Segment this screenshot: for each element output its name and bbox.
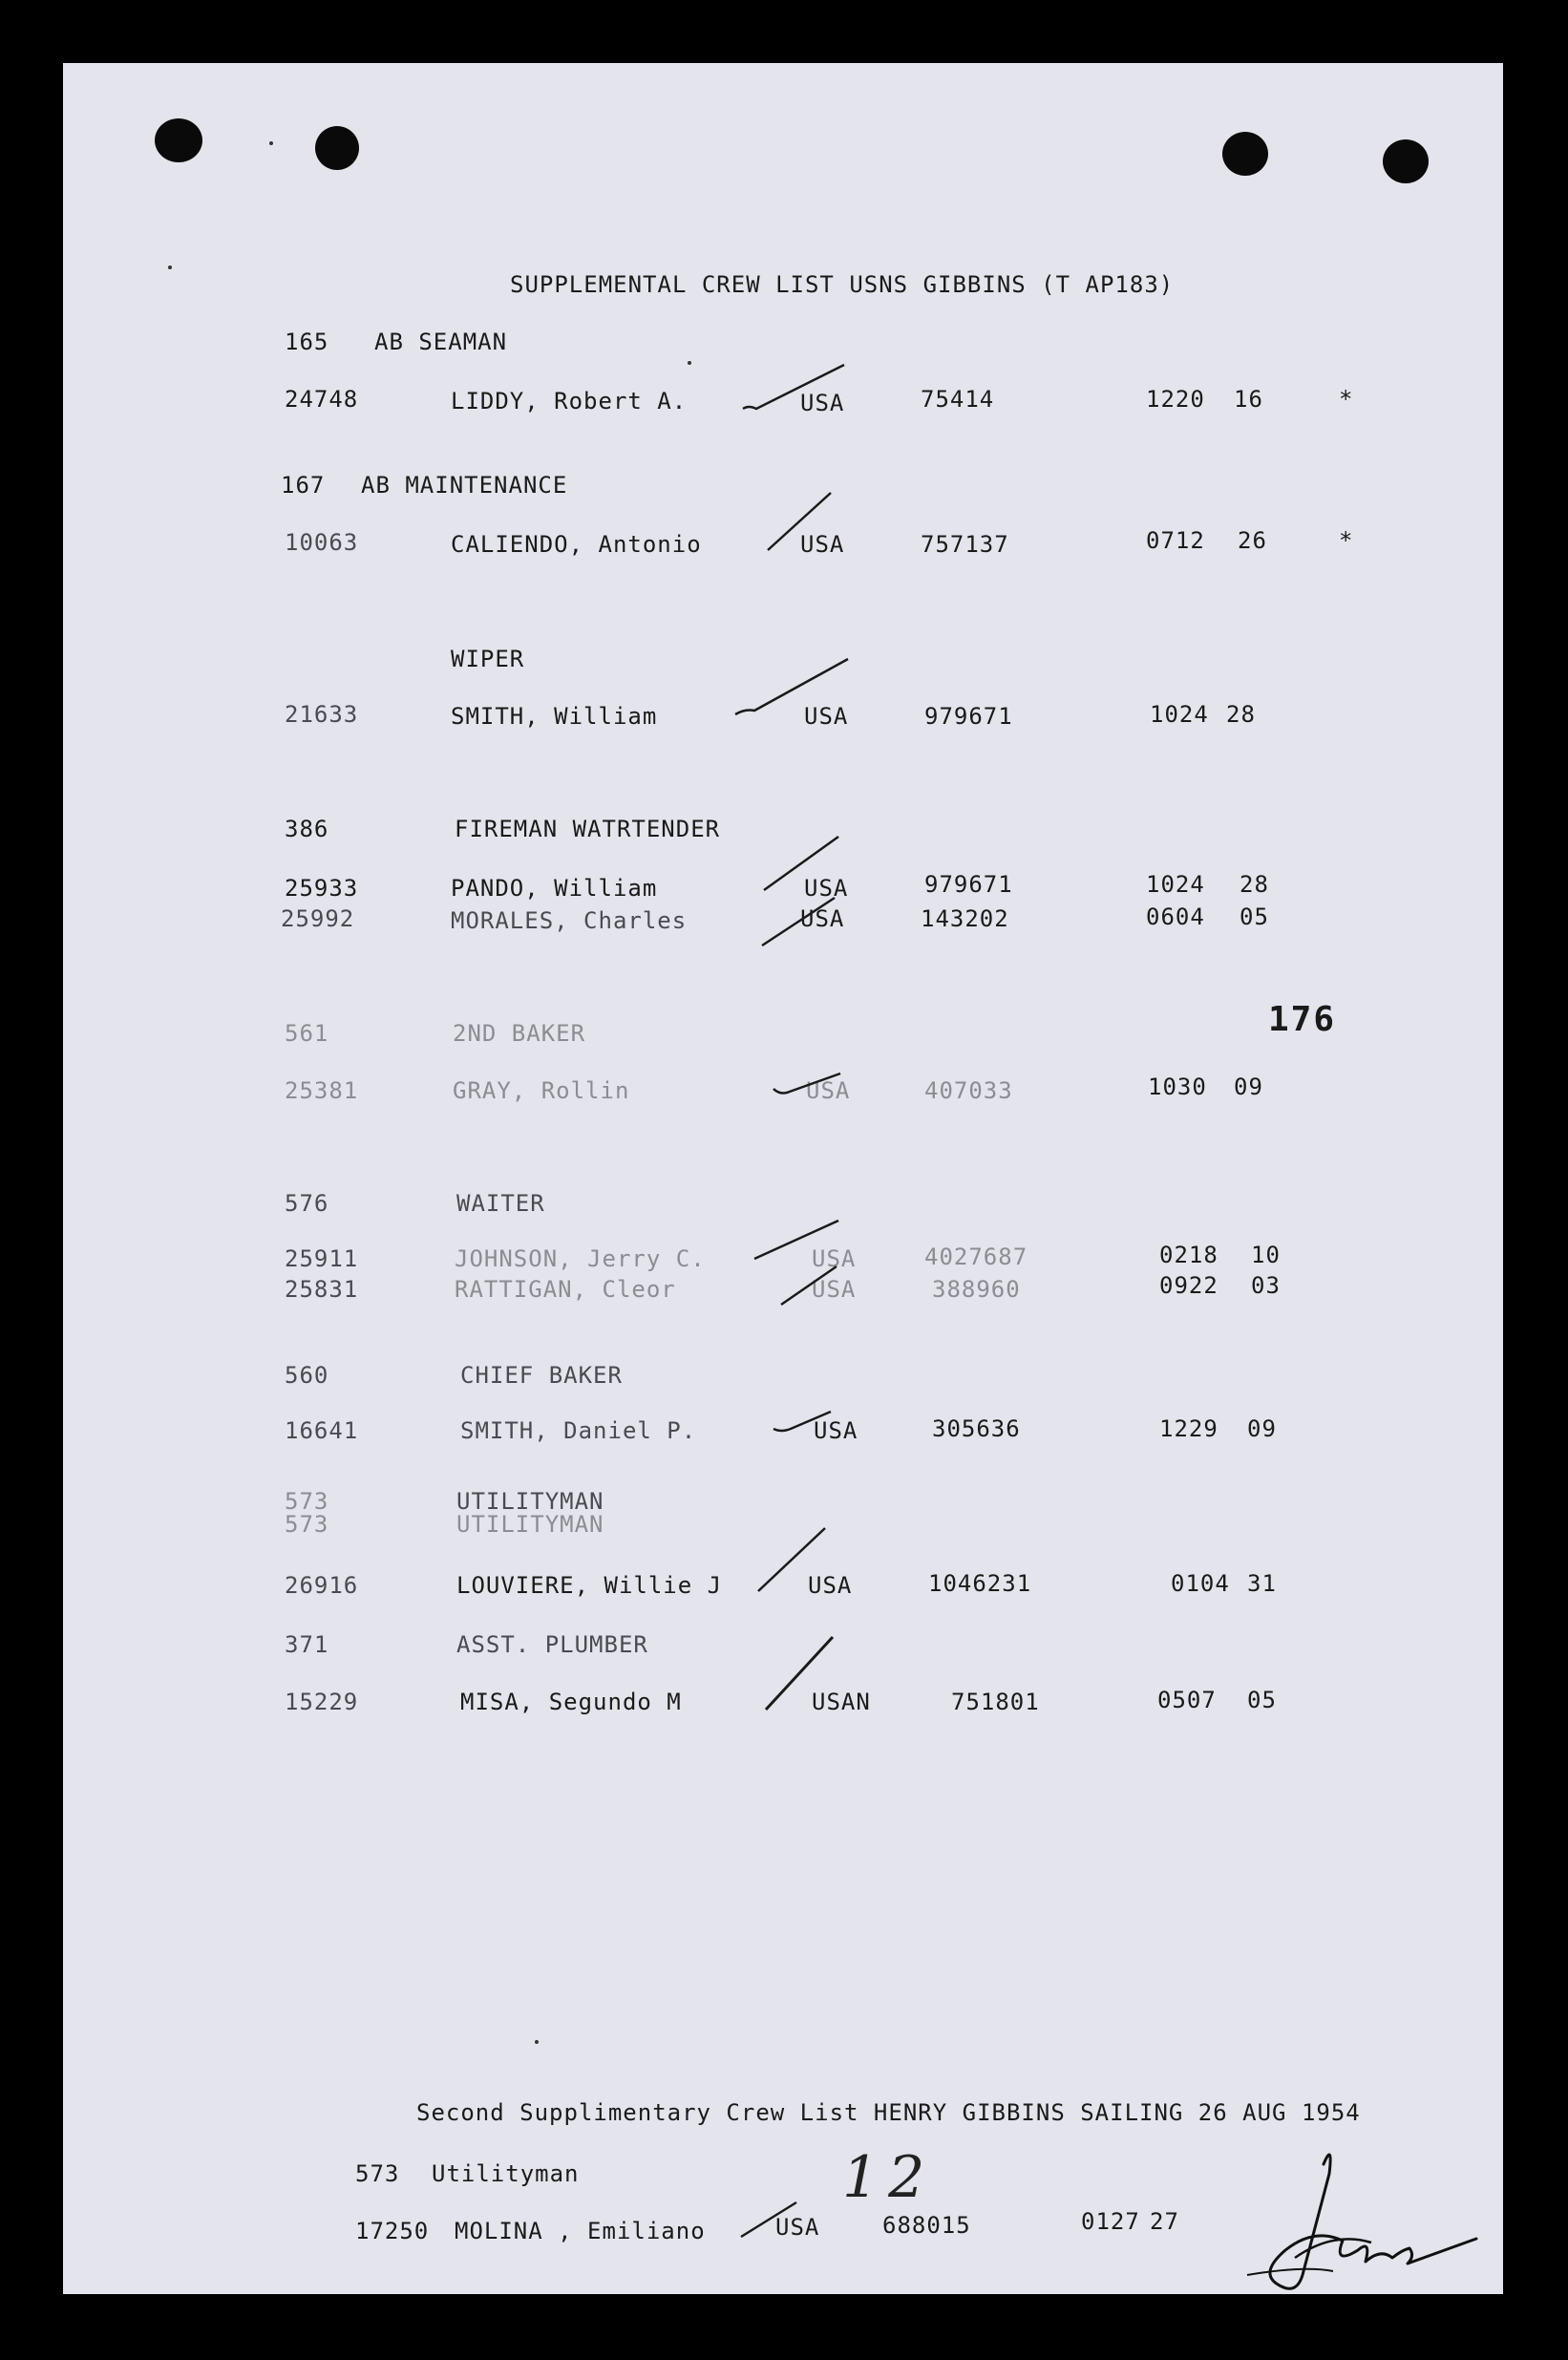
crew-name: LIDDY, Robert A. [451,388,688,415]
crew-day: 03 [1251,1272,1281,1299]
check-mark [731,653,856,720]
crew-nationality: USA [775,2214,820,2241]
section-code: 165 [285,329,329,355]
punch-hole [155,118,202,162]
crew-date: 1229 [1159,1415,1218,1442]
check-mark [762,1633,838,1715]
check-mark [739,361,854,418]
crew-id: 16641 [285,1417,359,1444]
crew-nationality: USA [808,1572,853,1599]
crew-number: 143202 [921,905,1009,932]
crew-day: 28 [1226,701,1256,728]
crew-date: 1024 [1150,701,1209,728]
crew-number: 305636 [932,1415,1021,1442]
asterisk-mark: * [1339,386,1354,413]
document-page [63,63,1503,2294]
crew-date: 0507 [1157,1687,1217,1713]
crew-id: 15229 [285,1689,359,1715]
crew-nationality: USA [800,390,845,416]
crew-number: 407033 [924,1077,1013,1104]
crew-date: 1024 [1146,871,1205,898]
speck [688,361,691,365]
signature [1190,2136,1495,2298]
section-title: AB SEAMAN [374,329,508,355]
crew-name: GRAY, Rollin [453,1077,630,1104]
crew-day: 09 [1234,1074,1263,1100]
section-code: 560 [285,1362,329,1389]
section-title: ASST. PLUMBER [456,1631,648,1658]
crew-nationality: USA [806,1077,851,1104]
section-title: CHIEF BAKER [460,1362,623,1389]
crew-name: PANDO, William [451,875,658,902]
section-code: 573 [285,1488,329,1515]
section-code: 371 [285,1631,329,1658]
crew-nationality: USA [812,1245,857,1272]
crew-id: 10063 [285,529,359,556]
crew-date: 0127 [1081,2208,1140,2235]
second-list-title: Second Supplimentary Crew List HENRY GIBBINS SAILING 26 AUG 1954 [416,2099,1361,2126]
crew-id: 25992 [281,905,355,932]
section-code: 167 [281,472,326,499]
second-list-code: 573 [355,2160,400,2187]
crew-number: 388960 [932,1276,1021,1303]
check-mark [758,894,844,951]
crew-name: CALIENDO, Antonio [451,531,702,558]
page-title: SUPPLEMENTAL CREW LIST USNS GIBBINS (T AP183) [510,271,1175,298]
check-mark [737,2199,804,2243]
crew-day: 31 [1247,1570,1277,1597]
crew-id: 25831 [285,1276,359,1303]
crew-day: 27 [1150,2208,1179,2235]
check-mark [770,1070,846,1098]
crew-name: MOLINA , Emiliano [455,2218,706,2244]
crew-nationality: USA [804,875,849,902]
check-mark [770,1408,837,1436]
crew-date: 0218 [1159,1242,1218,1268]
punch-hole [1383,139,1429,183]
second-list-role: Utilityman [432,2160,580,2187]
crew-id: 25381 [285,1077,359,1104]
crew-date: 1220 [1146,386,1205,413]
handwritten-number: 12 [842,2144,935,2211]
crew-date: 0712 [1146,527,1205,554]
asterisk-mark: * [1339,527,1354,554]
crew-number: 4027687 [924,1244,1028,1270]
crew-number: 75414 [921,386,995,413]
section-title: AB MAINTENANCE [361,472,568,499]
section-title: UTILITYMAN [456,1511,604,1538]
section-code: 576 [285,1190,329,1217]
crew-date: 1030 [1148,1074,1207,1100]
crew-name: LOUVIERE, Willie J [456,1572,723,1599]
crew-number: 979671 [924,871,1013,898]
check-mark [777,1263,844,1310]
crew-nationality: USA [804,703,849,730]
crew-id: 25911 [285,1245,359,1272]
crew-nationality: USA [800,905,845,932]
check-mark [754,1524,831,1597]
speck [269,141,273,145]
punch-hole [1222,132,1268,176]
crew-number: 1046231 [928,1570,1032,1597]
crew-date: 0922 [1159,1272,1218,1299]
crew-name: MORALES, Charles [451,907,688,934]
crew-id: 25933 [285,875,359,902]
crew-date: 0104 [1171,1570,1230,1597]
crew-day: 16 [1234,386,1263,413]
page-number: 176 [1268,1000,1337,1039]
crew-day: 09 [1247,1415,1277,1442]
check-mark [751,1217,846,1265]
crew-day: 10 [1251,1242,1281,1268]
section-code: 386 [285,816,329,842]
crew-nationality: USAN [812,1689,871,1715]
crew-day: 26 [1238,527,1267,554]
check-mark [760,833,846,896]
section-title: WIPER [451,646,525,672]
crew-name: RATTIGAN, Cleor [455,1276,676,1303]
crew-number: 757137 [921,531,1009,558]
crew-day: 05 [1240,904,1269,930]
crew-name: JOHNSON, Jerry C. [455,1245,706,1272]
crew-name: SMITH, Daniel P. [460,1417,697,1444]
section-code: 573 [285,1511,329,1538]
crew-number: 979671 [924,703,1013,730]
section-title: WAITER [456,1190,545,1217]
crew-date: 0604 [1146,904,1205,930]
check-mark [764,489,840,556]
speck [168,266,172,269]
crew-number: 688015 [882,2212,971,2239]
crew-id: 21633 [285,701,359,728]
section-title: 2ND BAKER [453,1020,586,1047]
crew-day: 28 [1240,871,1269,898]
crew-id: 26916 [285,1572,359,1599]
crew-id: 17250 [355,2218,430,2244]
crew-nationality: USA [812,1276,857,1303]
crew-day: 05 [1247,1687,1277,1713]
crew-number: 751801 [951,1689,1040,1715]
crew-nationality: USA [814,1417,858,1444]
section-title: UTILITYMAN [456,1488,604,1515]
crew-name: MISA, Segundo M [460,1689,682,1715]
punch-hole [315,126,359,170]
crew-nationality: USA [800,531,845,558]
crew-id: 24748 [285,386,359,413]
section-title: FIREMAN WATRTENDER [455,816,721,842]
speck [535,2040,539,2044]
crew-name: SMITH, William [451,703,658,730]
section-code: 561 [285,1020,329,1047]
